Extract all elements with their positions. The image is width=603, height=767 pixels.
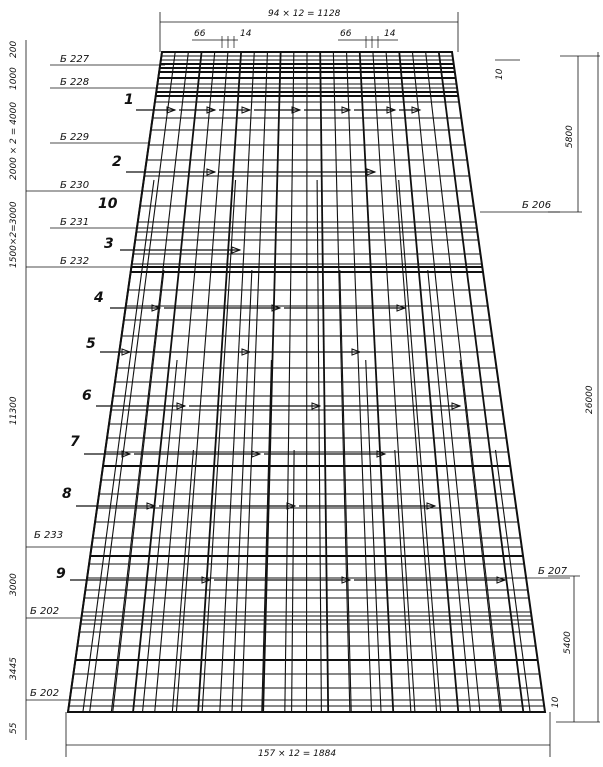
bar-label-207: Б 207 — [538, 566, 568, 577]
right-dim-10-top: 10 — [495, 68, 505, 80]
top-dimension-text: 94 × 12 = 1128 — [268, 9, 341, 19]
top-spacing-callouts — [192, 29, 398, 48]
spacing-label-4: 14 — [384, 29, 396, 39]
left-dim-3000a: 1500×2=3000 — [9, 201, 19, 268]
right-dimensions — [495, 52, 600, 722]
spacing-label-2: 14 — [240, 29, 252, 39]
row-number-3: 3 — [104, 236, 114, 252]
bar-label-228: Б 228 — [60, 77, 90, 88]
left-dim-11300: 11300 — [9, 396, 19, 425]
left-dim-200: 200 — [9, 40, 19, 58]
bar-label-202a: Б 202 — [30, 606, 60, 617]
left-dimension-chain — [9, 40, 26, 740]
row-number-6: 6 — [82, 388, 92, 404]
bar-label-229: Б 229 — [60, 132, 90, 143]
row-number-8: 8 — [62, 486, 72, 502]
right-dim-10-bottom: 10 — [551, 696, 561, 708]
right-dim-26000: 26000 — [585, 385, 595, 414]
row-number-4: 4 — [94, 290, 104, 306]
right-dim-5800: 5800 — [565, 125, 575, 148]
left-dim-1000: 1000 — [9, 67, 19, 90]
row-number-5: 5 — [86, 336, 96, 352]
row-callouts — [56, 92, 505, 583]
left-dim-3000b: 3000 — [9, 573, 19, 596]
left-dim-55: 55 — [9, 722, 19, 734]
row-number-2: 2 — [112, 154, 122, 170]
bar-label-232: Б 232 — [60, 256, 90, 267]
bar-label-230: Б 230 — [60, 180, 90, 191]
left-dim-3445: 3445 — [9, 657, 19, 680]
bar-label-231: Б 231 — [60, 217, 90, 228]
bar-label-227: Б 227 — [60, 54, 90, 65]
row-number-7: 7 — [70, 434, 80, 450]
spacing-label-3: 66 — [340, 29, 352, 39]
right-bar-labels — [480, 200, 570, 578]
row-number-1: 1 — [124, 92, 134, 108]
additional-bar — [292, 450, 295, 712]
bar-label-206: Б 206 — [522, 200, 552, 211]
reinforcement-grid — [68, 52, 545, 712]
bottom-dimension-text: 157 × 12 = 1884 — [258, 749, 337, 759]
left-dim-4000: 2000 × 2 = 4000 — [9, 101, 19, 180]
longitudinal-bar — [307, 52, 308, 712]
additional-bar — [395, 450, 411, 712]
bar-label-233: Б 233 — [34, 530, 64, 541]
bar-label-202b: Б 202 — [30, 688, 60, 699]
spacing-label-1: 66 — [194, 29, 206, 39]
row-number-9: 9 — [56, 566, 66, 582]
bottom-dimension — [66, 712, 550, 759]
right-dim-5400: 5400 — [563, 631, 573, 654]
row-number-10: 10 — [98, 196, 118, 212]
